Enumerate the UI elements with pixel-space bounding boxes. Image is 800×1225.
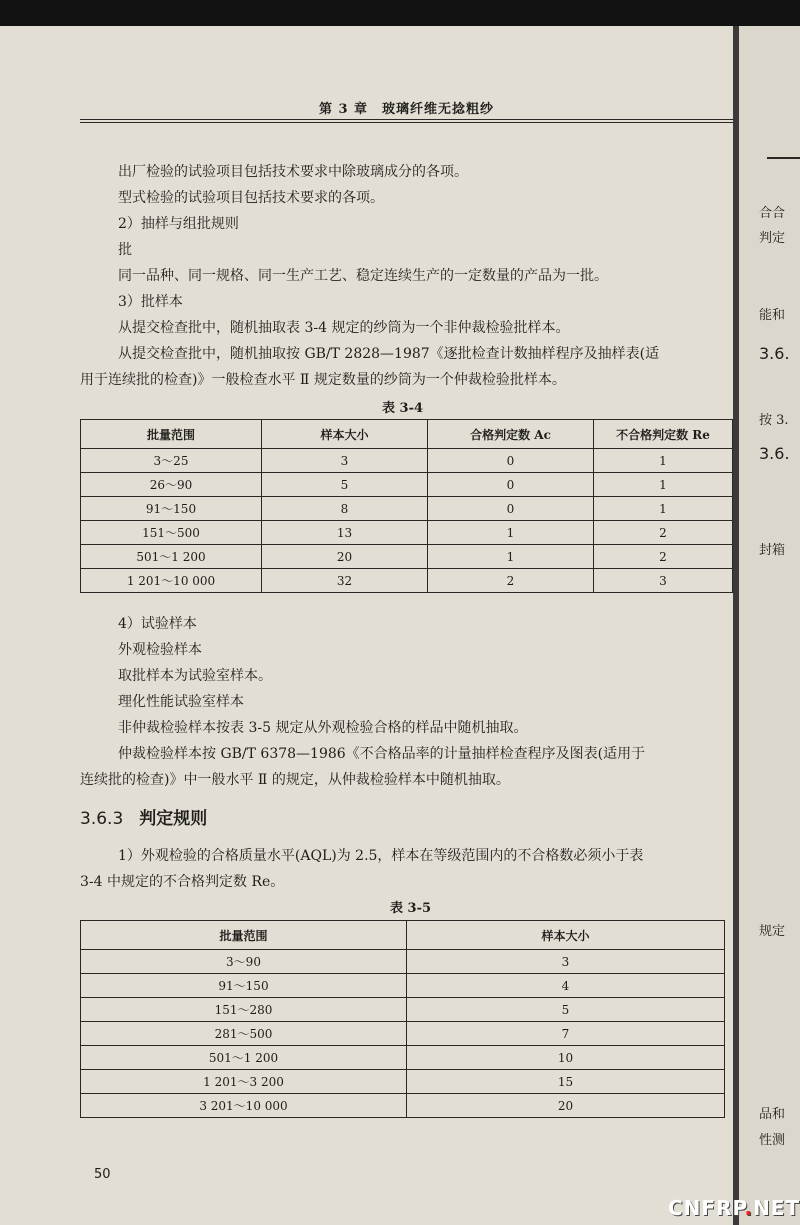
table-cell: 8 — [262, 497, 428, 521]
running-header: 第 3 章 玻璃纤维无捻粗纱 — [318, 102, 495, 117]
paragraph: 取批样本为试验室样本。 — [118, 668, 272, 684]
header-rule-thin — [80, 122, 733, 123]
table-cell: 1 — [428, 545, 594, 569]
table-cell: 0 — [428, 473, 594, 497]
table-cell: 20 — [407, 1094, 725, 1118]
watermark-text: CNFRP — [668, 1196, 745, 1220]
page-number: 50 — [94, 1167, 111, 1182]
paragraph: 用于连续批的检查)》一般检查水平 Ⅱ 规定数量的纱筒为一个仲裁检验批样本。 — [80, 372, 566, 388]
paragraph: 2）抽样与组批规则 — [118, 216, 239, 232]
table-cell: 1 — [428, 521, 594, 545]
table-row — [81, 1094, 725, 1118]
table-cell: 3 201～10 000 — [81, 1094, 407, 1118]
table-cell: 32 — [262, 569, 428, 593]
table-cell: 91～150 — [81, 974, 407, 998]
table-cell: 1 201～10 000 — [81, 569, 262, 593]
text-fragment: 3.6. — [759, 444, 790, 463]
table-cell: 1 — [594, 449, 733, 473]
paragraph: 从提交检查批中，随机抽取按 GB/T 2828—1987《逐批检查计数抽样程序及抽样表(适 — [118, 346, 660, 362]
table-row — [81, 521, 733, 545]
table-cell: 2 — [428, 569, 594, 593]
table-cell: 15 — [407, 1070, 725, 1094]
section-title: 判定规则 — [139, 809, 208, 829]
table-row — [81, 974, 725, 998]
text-fragment: 性测 — [759, 1133, 786, 1148]
text-fragment: 能和 — [759, 308, 786, 323]
watermark-text: NET — [753, 1196, 800, 1220]
table-3-5 — [80, 920, 725, 1118]
scanner-background — [0, 0, 800, 26]
table-row — [81, 497, 733, 521]
table-cell: 501～1 200 — [81, 1046, 407, 1070]
table-cell: 5 — [262, 473, 428, 497]
table-row — [81, 998, 725, 1022]
text-fragment: 规定 — [759, 924, 786, 939]
table-caption: 表 3-4 — [382, 401, 424, 416]
table-row — [81, 569, 733, 593]
table-row — [81, 449, 733, 473]
book-page-right — [739, 26, 800, 1225]
table-cell: 0 — [428, 497, 594, 521]
table-header-cell: 样本大小 — [262, 420, 428, 449]
paragraph: 3-4 中规定的不合格判定数 Re。 — [80, 874, 285, 890]
table-caption: 表 3-5 — [390, 901, 432, 916]
table-header-row — [81, 921, 725, 950]
table-row — [81, 473, 733, 497]
table-3-4 — [80, 419, 733, 593]
table-cell: 1 — [594, 497, 733, 521]
table-row — [81, 1070, 725, 1094]
text-fragment: 判定 — [759, 231, 786, 246]
table-cell: 3～90 — [81, 950, 407, 974]
paragraph: 连续批的检查)》中一般水平 Ⅱ 的规定，从仲裁检验样本中随机抽取。 — [80, 772, 510, 788]
table-cell: 151～500 — [81, 521, 262, 545]
paragraph: 批 — [118, 242, 132, 258]
table-cell: 4 — [407, 974, 725, 998]
table-cell: 3 — [407, 950, 725, 974]
table-cell: 5 — [407, 998, 725, 1022]
table-header-cell: 批量范围 — [81, 420, 262, 449]
paragraph: 外观检验样本 — [118, 642, 202, 658]
section-number: 3.6.3 — [80, 809, 124, 829]
table-cell: 3～25 — [81, 449, 262, 473]
text-fragment: 按 3. — [759, 413, 789, 428]
section-heading — [80, 804, 207, 829]
table-cell: 3 — [594, 569, 733, 593]
text-fragment: 3.6. — [759, 344, 790, 363]
table-cell: 13 — [262, 521, 428, 545]
table-header-cell: 不合格判定数 Re — [594, 420, 733, 449]
table-row — [81, 545, 733, 569]
table-cell: 1 201～3 200 — [81, 1070, 407, 1094]
table-cell: 10 — [407, 1046, 725, 1070]
table-cell: 7 — [407, 1022, 725, 1046]
table-header-cell: 样本大小 — [407, 921, 725, 950]
table-cell: 20 — [262, 545, 428, 569]
paragraph: 1）外观检验的合格质量水平(AQL)为 2.5，样本在等级范围内的不合格数必须小于表 — [118, 848, 644, 864]
table-cell: 91～150 — [81, 497, 262, 521]
site-watermark — [668, 1196, 800, 1220]
text-fragment: 合合 — [759, 206, 786, 221]
table-row — [81, 1046, 725, 1070]
paragraph: 3）批样本 — [118, 294, 183, 310]
table-cell: 0 — [428, 449, 594, 473]
table-cell: 501～1 200 — [81, 545, 262, 569]
table-cell: 26～90 — [81, 473, 262, 497]
table-row — [81, 1022, 725, 1046]
book-page-left — [0, 26, 733, 1225]
table-cell: 281～500 — [81, 1022, 407, 1046]
header-rule — [767, 157, 800, 159]
paragraph: 理化性能试验室样本 — [118, 694, 244, 710]
watermark-dot: . — [744, 1196, 754, 1220]
table-cell: 1 — [594, 473, 733, 497]
paragraph: 型式检验的试验项目包括技术要求的各项。 — [118, 190, 384, 206]
header-rule — [80, 119, 733, 120]
paragraph: 仲裁检验样本按 GB/T 6378—1986《不合格品率的计量抽样检查程序及图表(适用于 — [118, 746, 646, 762]
table-header-cell: 合格判定数 Ac — [428, 420, 594, 449]
text-fragment: 封箱 — [759, 543, 786, 558]
table-header-cell: 批量范围 — [81, 921, 407, 950]
paragraph: 4）试验样本 — [118, 616, 197, 632]
paragraph: 从提交检查批中，随机抽取表 3-4 规定的纱筒为一个非仲裁检验批样本。 — [118, 320, 570, 336]
table-cell: 2 — [594, 521, 733, 545]
table-cell: 151～280 — [81, 998, 407, 1022]
paragraph: 出厂检验的试验项目包括技术要求中除玻璃成分的各项。 — [118, 164, 468, 180]
table-cell: 2 — [594, 545, 733, 569]
table-cell: 3 — [262, 449, 428, 473]
table-row — [81, 950, 725, 974]
text-fragment: 品和 — [759, 1107, 786, 1122]
paragraph: 非仲裁检验样本按表 3-5 规定从外观检验合格的样品中随机抽取。 — [118, 720, 528, 736]
table-header-row — [81, 420, 733, 449]
paragraph: 同一品种、同一规格、同一生产工艺、稳定连续生产的一定数量的产品为一批。 — [118, 268, 608, 284]
